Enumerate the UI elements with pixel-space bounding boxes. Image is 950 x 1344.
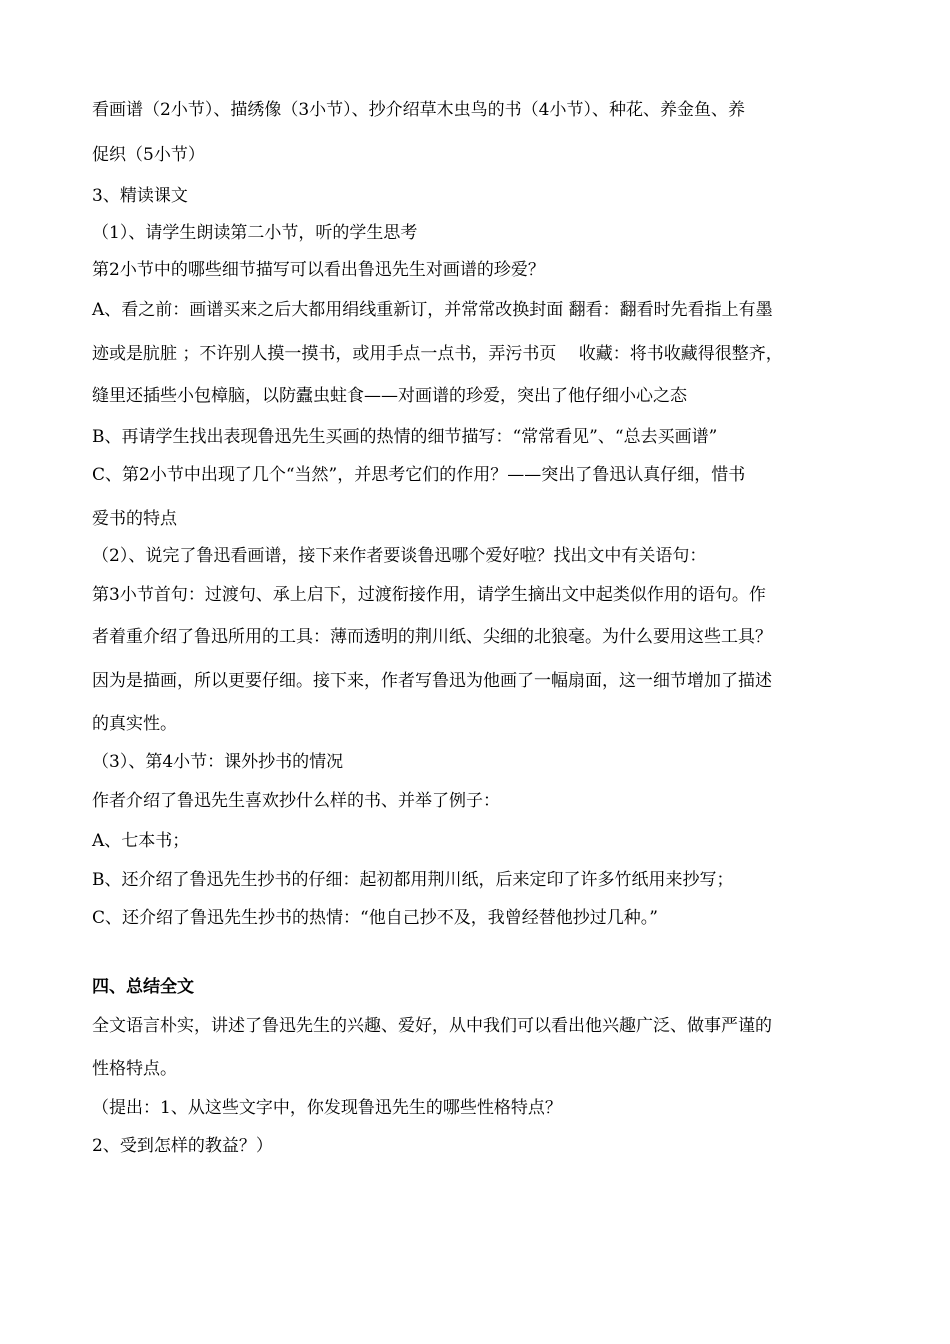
text-line: 促织（5小节） <box>92 145 205 165</box>
text-line: B、还介绍了鲁迅先生抄书的仔细：起初都用荆川纸，后来定印了许多竹纸用来抄写； <box>92 870 734 890</box>
text-line: 2、受到怎样的教益？） <box>92 1136 273 1156</box>
text-line: 缝里还插些小包樟脑，以防蠹虫蛀食——对画谱的珍爱，突出了他仔细小心之态 <box>92 386 687 406</box>
text-line: 的真实性。 <box>92 714 177 734</box>
text-line: A、七本书； <box>92 831 190 851</box>
text-line: C、第2小节中出现了几个“当然”，并思考它们的作用？——突出了鲁迅认真仔细，惜书 <box>92 465 746 485</box>
text-line: 全文语言朴实，讲述了鲁迅先生的兴趣、爱好，从中我们可以看出他兴趣广泛、做事严谨的 <box>92 1016 772 1036</box>
text-line: 3、精读课文 <box>92 186 188 206</box>
text-line: 因为是描画，所以更要仔细。接下来，作者写鲁迅为他画了一幅扇面，这一细节增加了描述 <box>92 671 772 691</box>
text-line: B、再请学生找出表现鲁迅先生买画的热情的细节描写：“常常看见”、“总去买画谱” <box>92 427 718 447</box>
section-heading: 四、总结全文 <box>92 977 194 997</box>
text-line: 第2小节中的哪些细节描写可以看出鲁迅先生对画谱的珍爱？ <box>92 260 545 280</box>
text-line: （3）、第4小节：课外抄书的情况 <box>92 752 344 772</box>
text-line: 看画谱（2小节）、描绣像（3小节）、抄介绍草木虫鸟的书（4小节）、种花、养金鱼、养 <box>92 100 745 120</box>
text-line: （2）、说完了鲁迅看画谱，接下来作者要谈鲁迅哪个爱好啦？找出文中有关语句： <box>92 546 707 566</box>
text-line: （1）、请学生朗读第二小节，听的学生思考 <box>92 223 418 243</box>
text-line: C、还介绍了鲁迅先生抄书的热情：“他自己抄不及，我曾经替他抄过几种。” <box>92 908 658 928</box>
text-line: A、看之前：画谱买来之后大都用绢线重新订，并常常改换封面 翻看：翻看时先看指上有墨 <box>92 300 773 320</box>
text-line: 者着重介绍了鲁迅所用的工具：薄而透明的荆川纸、尖细的北狼毫。为什么要用这些工具？ <box>92 627 772 647</box>
text-line: 性格特点。 <box>92 1059 177 1079</box>
text-line: 第3小节首句：过渡句、承上启下，过渡衔接作用，请学生摘出文中起类似作用的语句。作 <box>92 585 766 605</box>
text-line: 迹或是肮脏 ；不许别人摸一摸书，或用手点一点书，弄污书页 收藏：将书收藏得很整齐， <box>92 344 783 364</box>
text-line: 爱书的特点 <box>92 509 177 529</box>
text-line: 作者介绍了鲁迅先生喜欢抄什么样的书、并举了例子： <box>92 791 500 811</box>
text-line: （提出：1、从这些文字中，你发现鲁迅先生的哪些性格特点？ <box>92 1098 562 1118</box>
